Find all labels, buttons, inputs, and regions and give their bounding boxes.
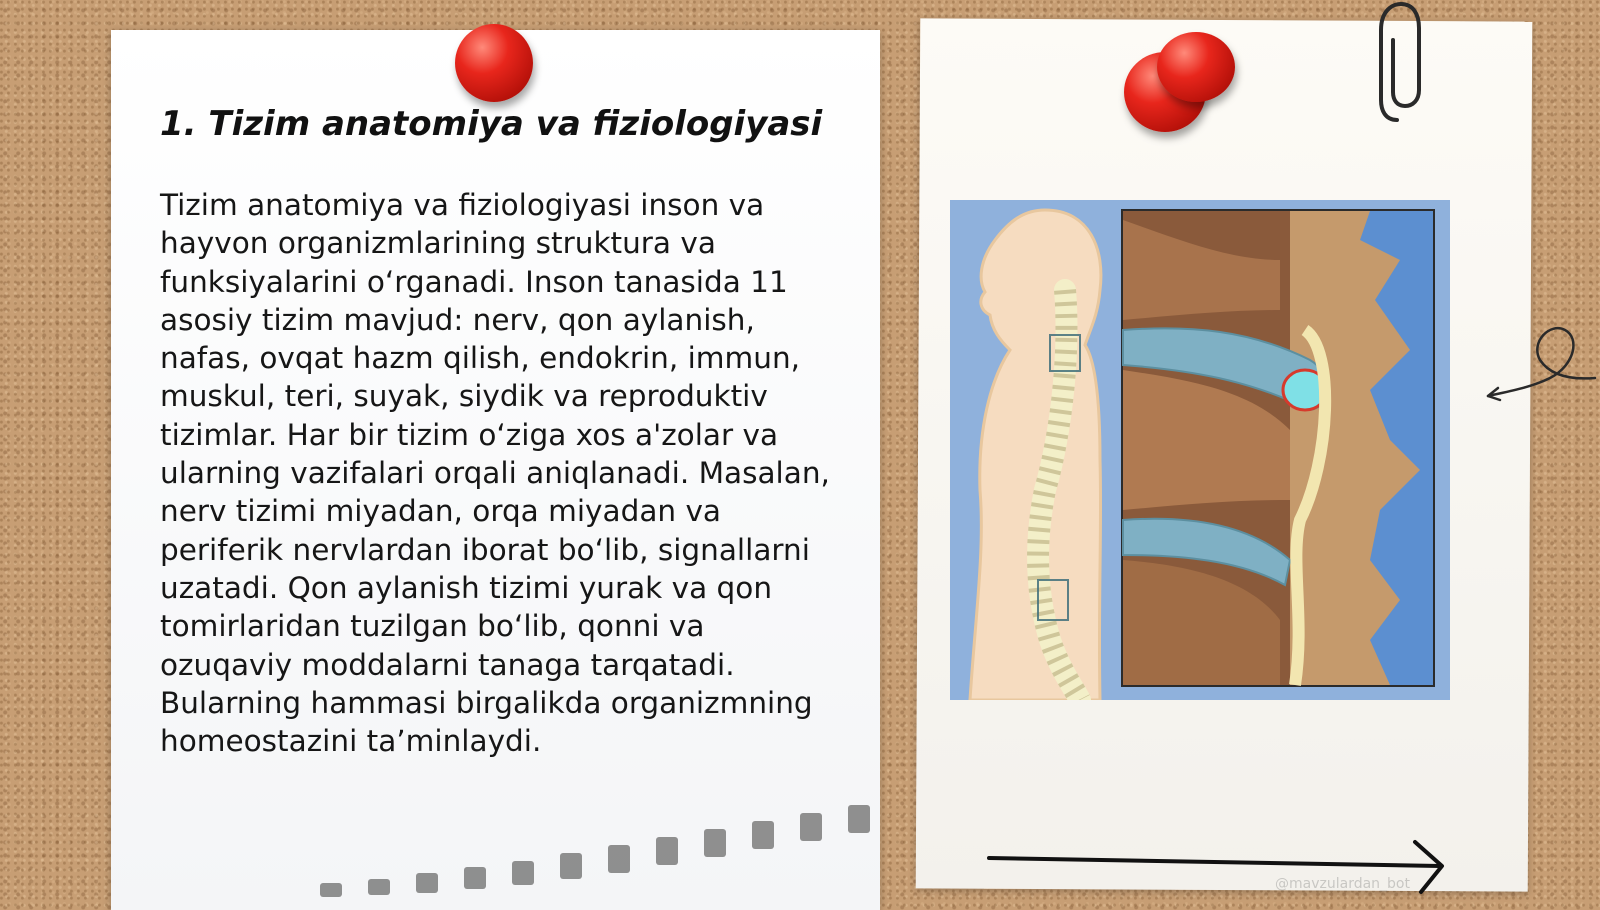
paperclip-icon bbox=[1375, 0, 1425, 125]
spiral-binding-decoration bbox=[320, 805, 880, 900]
swirl-arrow-icon bbox=[1480, 310, 1600, 410]
pushpin-icon bbox=[1157, 32, 1235, 102]
spine-anatomy-figure bbox=[950, 200, 1450, 700]
slide-body-text: Tizim anatomiya va fiziologiyasi inson va hayvon organizmlarining struktura va funksiyalarini o‘rganadi. Inson tanasida 11 asosiy tizim mavjud: nerv, qon aylanish, nafas, ovqat hazm qilish, endokrin, immun, muskul, teri, suyak, siydik va reproduktiv tizimlar. Har bir tizim o‘ziga xos a'zolar va ularning vazifalari orqali aniqlanadi. Masalan, nerv tizimi miyadan, orqa miyadan va periferik nervlardan iborat bo‘lib, signallarni uzatadi. Qon aylanish tizimi yurak va qon tomirlaridan tuzilgan bo‘lib, qonni va ozuqaviy moddalarni tanaga tarqatadi. Bularning hammasi birgalikda organizmning homeostazini ta’minlaydi. bbox=[160, 188, 830, 759]
pushpin-icon bbox=[455, 24, 533, 102]
watermark-text: @mavzulardan_bot bbox=[1275, 876, 1410, 892]
slide-title: 1. Tizim anatomiya va fiziologiyasi bbox=[160, 104, 823, 144]
